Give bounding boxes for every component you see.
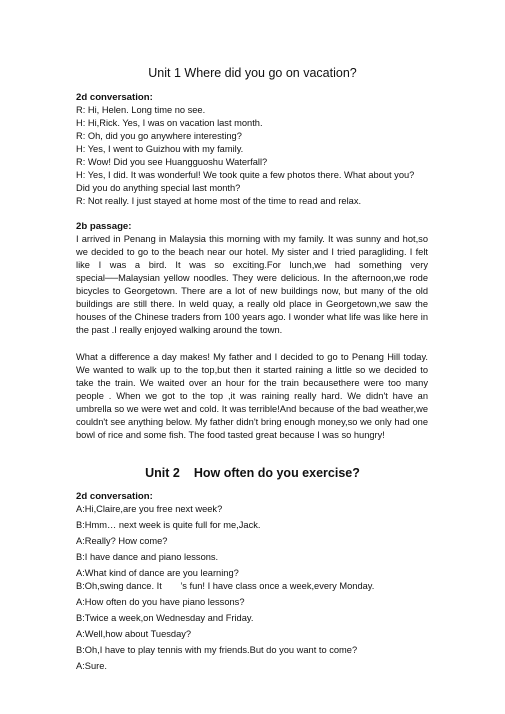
unit1-conversation-line: H: Yes, I went to Guizhou with my family. bbox=[76, 144, 244, 154]
unit2-conversation-label: 2d conversation: bbox=[76, 491, 153, 502]
unit2-conversation-line: A:Sure. bbox=[76, 661, 108, 671]
unit1-passage-line: houses of the Chinese traders from 100 years ago. I wonder what life was like here in bbox=[76, 312, 428, 322]
unit1-title: Unit 1 Where did you go on vacation? bbox=[148, 66, 357, 80]
unit1-passage-line: I arrived in Penang in Malaysia this morning with my family. It was sunny and hot,so bbox=[76, 234, 428, 244]
unit1-passage-line: bicycles to Georgetown. There are a lot of new buildings now, but many of the old bbox=[76, 286, 428, 296]
unit2-conversation-line: A:Hi,Claire,are you free next week? bbox=[76, 504, 223, 514]
unit1-passage-line: the past .I really enjoyed walking around the town. bbox=[76, 325, 283, 335]
unit2-conversation-line: A:Well,how about Tuesday? bbox=[76, 629, 192, 639]
unit1-conversation-label: 2d conversation: bbox=[76, 92, 153, 103]
unit2-conversation-line: B:Twice a week,on Wednesday and Friday. bbox=[76, 613, 254, 623]
unit2-conversation-line: B:Oh,I have to play tennis with my friends.But do you want to come? bbox=[76, 645, 358, 655]
unit1-conversation-line: R: Hi, Helen. Long time no see. bbox=[76, 105, 206, 115]
unit2-conversation-line: A:Really? How come? bbox=[76, 536, 168, 546]
unit2-conversation-line: B:I have dance and piano lessons. bbox=[76, 552, 219, 562]
unit1-passage-line: We wanted to walk up to the top,but then it started raining a little so we decided to bbox=[76, 365, 428, 375]
unit1-conversation-line: H: Hi,Rick. Yes, I was on vacation last month. bbox=[76, 118, 263, 128]
unit2-title-text: How often do you exercise? bbox=[193, 466, 360, 480]
unit1-passage-label: 2b passage: bbox=[76, 221, 132, 232]
unit2-conversation-line: A:How often do you have piano lessons? bbox=[76, 597, 245, 607]
unit1-passage-line: buildings are still there. In weld quay, a really old place in Georgetown,we saw the bbox=[76, 299, 428, 309]
unit1-passage-line: we decided to go to the beach near our hotel. My sister and I tried paragliding. I felt bbox=[76, 247, 428, 257]
unit1-passage-line: couldn't see anything below. My father didn't bring enough money,so we only had one bbox=[76, 417, 428, 427]
unit1-conversation-line: R: Oh, did you go anywhere interesting? bbox=[76, 131, 242, 141]
unit1-passage-line: like I was a bird. It was so exciting.For lunch,we had something very bbox=[76, 260, 428, 270]
unit2-title-unit: Unit 2 bbox=[145, 466, 180, 480]
unit1-conversation-line: H: Yes, I did. It was wonderful! We took quite a few photos there. What about you? bbox=[76, 170, 415, 180]
unit1-passage-line: What a difference a day makes! My father and I decided to go to Penang Hill today. bbox=[76, 352, 428, 362]
unit2-conversation-line: A:What kind of dance are you learning? bbox=[76, 568, 239, 578]
unit2-title bbox=[0, 466, 505, 480]
unit1-passage-line: umbrella so we were wet and cold. It was terrible!And because of the bad weather,we bbox=[76, 404, 428, 414]
unit2-conversation-line: B:Hmm… next week is quite full for me,Jack. bbox=[76, 520, 261, 530]
unit1-passage-line: special──Malaysian yellow noodles. They were delicious. In the afternoon,we rode bbox=[76, 273, 428, 283]
unit2-conversation-line: B:Oh,swing dance. It ’s fun! I have class once a week,every Monday. bbox=[76, 581, 375, 591]
unit1-conversation-line: R: Wow! Did you see Huangguoshu Waterfall? bbox=[76, 157, 268, 167]
unit1-passage-line: people . When we got to the top ,it was raining really hard. We didn't have an bbox=[76, 391, 428, 401]
unit1-conversation-line: R: Not really. I just stayed at home most of the time to read and relax. bbox=[76, 196, 362, 206]
unit1-conversation-line: Did you do anything special last month? bbox=[76, 183, 241, 193]
unit1-passage-line: take the train. We waited over an hour for the train becausethere were too many bbox=[76, 378, 428, 388]
unit1-passage-line: bowl of rice and some fish. The food tasted great because I was so hungry! bbox=[76, 430, 385, 440]
